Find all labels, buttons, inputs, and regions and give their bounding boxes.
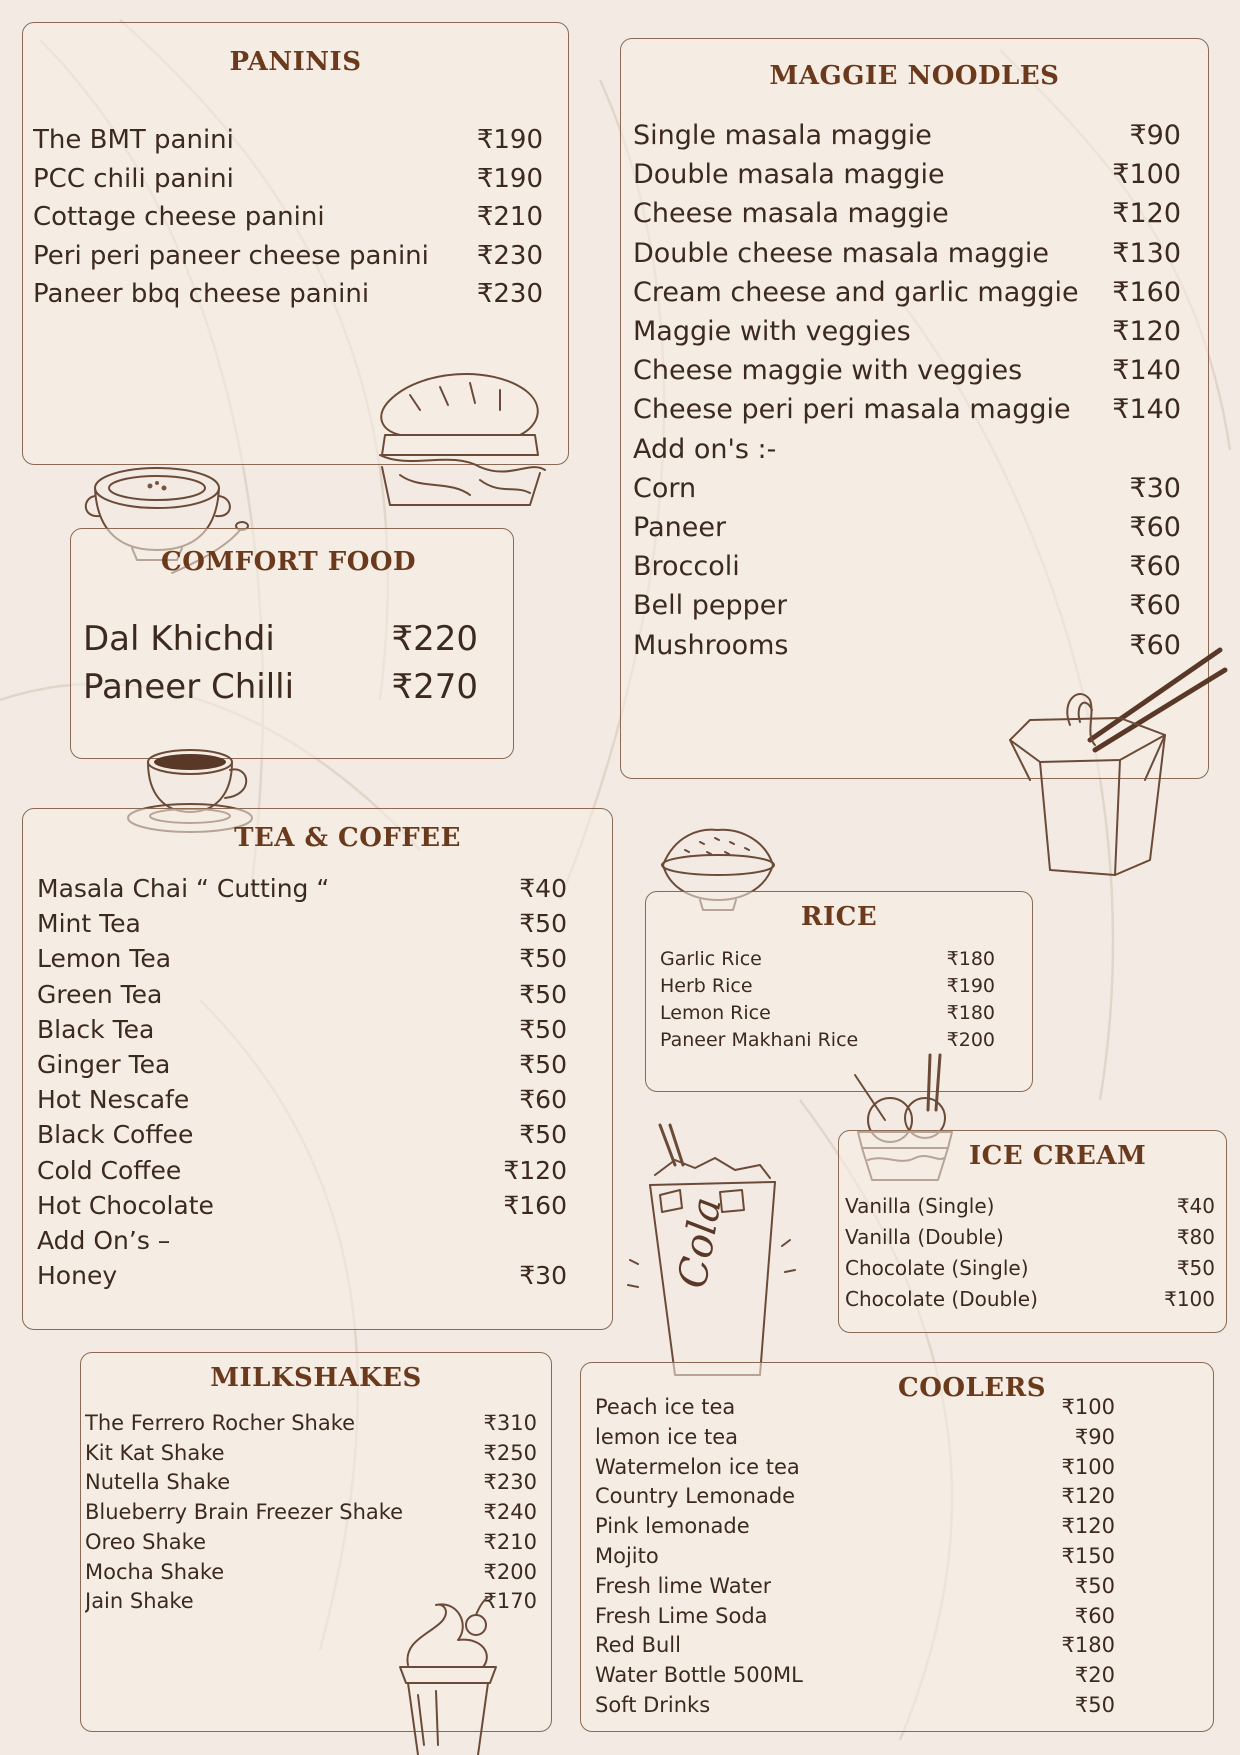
item-price: ₹140	[1112, 394, 1181, 426]
item-name: Vanilla (Double)	[845, 1225, 1004, 1249]
section-title: TEA & COFFEE	[234, 823, 461, 853]
menu-item	[33, 160, 543, 199]
item-price: ₹60	[1129, 551, 1181, 583]
menu-item	[37, 1012, 567, 1047]
item-name: Mojito	[595, 1543, 659, 1568]
item-name: Oreo Shake	[85, 1529, 206, 1554]
item-price: ₹50	[519, 909, 567, 939]
section-title: ICE CREAM	[969, 1141, 1147, 1171]
menu-item	[633, 390, 1181, 429]
item-price: ₹100	[1164, 1287, 1215, 1311]
item-name: Paneer Makhani Rice	[660, 1029, 859, 1051]
menu-item	[83, 663, 478, 711]
item-name: The Ferrero Rocher Shake	[85, 1411, 356, 1435]
section-title: RICE	[800, 902, 878, 932]
item-name: Paneer Chilli	[83, 667, 295, 707]
menu-item	[845, 1253, 1215, 1284]
menu-item	[633, 547, 1181, 586]
menu-list	[83, 615, 478, 711]
menu-list	[85, 1409, 537, 1617]
item-name: Watermelon ice tea	[595, 1454, 800, 1479]
item-name: Masala Chai “ Cutting “	[37, 874, 330, 903]
item-price: ₹60	[519, 1085, 567, 1115]
item-name: Hot Chocolate	[37, 1190, 214, 1220]
menu-list	[595, 1393, 1115, 1721]
item-name: Green Tea	[37, 979, 163, 1009]
item-price: ₹50	[519, 944, 567, 974]
item-name: Double masala maggie	[633, 159, 945, 191]
item-name: Chocolate (Double)	[845, 1287, 1038, 1311]
item-price: ₹310	[483, 1411, 537, 1435]
item-price: ₹50	[1176, 1256, 1215, 1280]
menu-item	[595, 1542, 1115, 1572]
item-price: ₹230	[476, 240, 543, 271]
item-price: ₹230	[476, 279, 543, 309]
item-price: ₹60	[1074, 1603, 1115, 1628]
item-price: ₹250	[483, 1440, 537, 1465]
menu-item	[633, 155, 1181, 194]
item-price: ₹120	[1112, 198, 1181, 230]
menu-item	[37, 1188, 567, 1223]
item-name: Soft Drinks	[595, 1692, 711, 1717]
menu-item	[633, 194, 1181, 233]
menu-item	[633, 234, 1181, 273]
item-price: ₹270	[391, 667, 478, 707]
menu-item	[595, 1691, 1115, 1721]
item-price: ₹210	[483, 1529, 537, 1554]
menu-item	[33, 237, 543, 276]
menu-item	[595, 1602, 1115, 1632]
item-name: Black Coffee	[37, 1120, 194, 1150]
item-name: The BMT panini	[33, 125, 234, 155]
item-price: ₹40	[519, 874, 567, 903]
item-name: Black Tea	[37, 1014, 155, 1044]
item-price: ₹120	[1061, 1484, 1115, 1509]
menu-item	[83, 615, 478, 663]
cola-glass-icon	[620, 1120, 810, 1385]
menu-item	[37, 906, 567, 941]
menu-item	[633, 508, 1181, 547]
item-name: Cream cheese and garlic maggie	[633, 276, 1079, 308]
item-price: ₹60	[1129, 512, 1181, 544]
item-name: Honey	[37, 1261, 118, 1291]
menu-item	[660, 973, 995, 1000]
item-name: Mushrooms	[633, 629, 789, 661]
menu-item	[37, 1258, 567, 1293]
menu-item	[595, 1631, 1115, 1661]
menu-item	[660, 1000, 995, 1027]
item-name: Nutella Shake	[85, 1470, 231, 1495]
item-name: Water Bottle 500ML	[595, 1663, 803, 1688]
item-price: ₹190	[946, 975, 995, 997]
item-price: ₹60	[1129, 590, 1181, 622]
item-name: Herb Rice	[660, 975, 753, 997]
menu-item	[85, 1468, 537, 1498]
item-name: Cheese masala maggie	[633, 198, 949, 230]
noodle-box-icon	[1000, 640, 1230, 880]
item-price: ₹30	[1129, 472, 1181, 504]
item-name: Paneer	[633, 512, 727, 544]
menu-list	[633, 116, 1181, 665]
menu-item	[633, 430, 1181, 469]
item-name: Mocha Shake	[85, 1559, 225, 1584]
menu-item	[633, 351, 1181, 390]
item-price: ₹50	[1074, 1573, 1115, 1598]
menu-item	[37, 1082, 567, 1117]
item-name: Maggie with veggies	[633, 316, 911, 348]
menu-item	[37, 1223, 567, 1258]
item-price: ₹50	[519, 1120, 567, 1150]
item-price: ₹170	[483, 1589, 537, 1614]
item-name: Vanilla (Single)	[845, 1194, 995, 1218]
item-name: Add on's :-	[633, 433, 777, 465]
item-price: ₹130	[1112, 237, 1181, 269]
item-price: ₹180	[946, 948, 995, 970]
section-title: MAGGIE NOODLES	[769, 61, 1060, 91]
item-name: Corn	[633, 472, 697, 504]
item-price: ₹220	[391, 619, 478, 659]
comfort-food-section	[70, 528, 514, 759]
menu-item	[85, 1558, 537, 1588]
item-price: ₹100	[1061, 1454, 1115, 1479]
item-name: Cold Coffee	[37, 1155, 182, 1185]
item-price: ₹190	[476, 125, 543, 155]
menu-item	[595, 1512, 1115, 1542]
item-name: PCC chili panini	[33, 163, 234, 194]
item-price: ₹90	[1129, 120, 1181, 151]
item-name: Fresh lime Water	[595, 1573, 772, 1598]
item-price: ₹20	[1074, 1663, 1115, 1688]
menu-item	[85, 1439, 537, 1469]
section-title: COOLERS	[898, 1373, 1046, 1403]
item-name: Lemon Tea	[37, 944, 172, 974]
item-price: ₹80	[1176, 1225, 1215, 1249]
item-price: ₹230	[483, 1470, 537, 1495]
item-name: Lemon Rice	[660, 1002, 771, 1024]
menu-item	[37, 871, 567, 906]
item-name: Single masala maggie	[633, 120, 932, 151]
item-price: ₹40	[1176, 1194, 1215, 1218]
item-price: ₹180	[1061, 1633, 1115, 1658]
menu-item	[633, 312, 1181, 351]
section-title: COMFORT FOOD	[161, 547, 417, 577]
menu-item	[595, 1482, 1115, 1512]
item-price: ₹210	[476, 202, 543, 232]
menu-list	[33, 121, 543, 314]
item-name: Add On’s –	[37, 1226, 171, 1256]
item-price: ₹90	[1074, 1424, 1115, 1449]
menu-item	[595, 1661, 1115, 1691]
item-price: ₹150	[1061, 1543, 1115, 1568]
item-name: Peach ice tea	[595, 1395, 736, 1419]
item-name: Garlic Rice	[660, 948, 762, 970]
item-name: Dal Khichdi	[83, 619, 275, 659]
menu-list	[37, 871, 567, 1293]
item-name: Red Bull	[595, 1633, 681, 1658]
item-name: Cottage cheese panini	[33, 202, 325, 232]
item-name: Peri peri paneer cheese panini	[33, 240, 429, 271]
item-name: Blueberry Brain Freezer Shake	[85, 1500, 404, 1525]
menu-item	[845, 1191, 1215, 1222]
menu-item	[595, 1393, 1115, 1423]
menu-item	[633, 116, 1181, 155]
item-name: Mint Tea	[37, 909, 141, 939]
sandwich-icon	[360, 355, 570, 520]
item-name: Chocolate (Single)	[845, 1256, 1029, 1280]
menu-item	[85, 1498, 537, 1528]
item-price: ₹140	[1112, 355, 1181, 387]
item-price: ₹50	[1074, 1692, 1115, 1717]
item-price: ₹190	[476, 163, 543, 194]
item-price: ₹120	[1061, 1514, 1115, 1539]
item-name: Country Lemonade	[595, 1484, 796, 1509]
menu-item	[595, 1423, 1115, 1453]
menu-item	[37, 977, 567, 1012]
menu-list	[660, 946, 995, 1054]
milkshake-icon	[388, 1595, 508, 1755]
item-price: ₹120	[503, 1155, 567, 1185]
item-price: ₹240	[483, 1500, 537, 1525]
menu-item	[33, 121, 543, 160]
item-price: ₹200	[946, 1029, 995, 1051]
menu-item	[85, 1409, 537, 1439]
item-name: Ginger Tea	[37, 1050, 171, 1080]
item-name: lemon ice tea	[595, 1424, 739, 1449]
menu-list	[845, 1191, 1215, 1315]
menu-item	[633, 586, 1181, 625]
menu-item	[37, 1047, 567, 1082]
item-name: Double cheese masala maggie	[633, 237, 1050, 269]
item-name: Kit Kat Shake	[85, 1440, 225, 1465]
menu-item	[633, 273, 1181, 312]
item-name: Cheese maggie with veggies	[633, 355, 1023, 387]
item-price: ₹100	[1061, 1395, 1115, 1419]
menu-item	[595, 1453, 1115, 1483]
rice-section	[645, 891, 1033, 1092]
menu-item	[33, 198, 543, 237]
section-title: MILKSHAKES	[210, 1363, 422, 1393]
item-price: ₹50	[519, 979, 567, 1009]
menu-item	[845, 1222, 1215, 1253]
cola-label: Cola	[669, 1193, 731, 1292]
item-name: Pink lemonade	[595, 1514, 750, 1539]
tea-coffee-section	[22, 808, 613, 1330]
menu-item	[660, 946, 995, 973]
menu-item	[845, 1284, 1215, 1315]
item-name: Fresh Lime Soda	[595, 1603, 768, 1628]
menu-item	[633, 469, 1181, 508]
section-title: PANINIS	[229, 47, 362, 77]
coolers-section	[580, 1362, 1214, 1732]
item-price: ₹120	[1112, 316, 1181, 348]
item-price: ₹50	[519, 1014, 567, 1044]
menu-item	[595, 1572, 1115, 1602]
item-price: ₹50	[519, 1050, 567, 1080]
item-name: Broccoli	[633, 551, 740, 583]
menu-item	[85, 1528, 537, 1558]
ice-cream-section	[838, 1130, 1227, 1333]
item-name: Bell pepper	[633, 590, 788, 622]
item-name: Cheese peri peri masala maggie	[633, 394, 1071, 426]
menu-item	[33, 275, 543, 314]
item-price: ₹60	[1129, 629, 1181, 661]
menu-item	[37, 1153, 567, 1188]
menu-item	[37, 941, 567, 976]
item-name: Hot Nescafe	[37, 1085, 190, 1115]
menu-item	[37, 1117, 567, 1152]
item-price: ₹30	[519, 1261, 567, 1291]
item-price: ₹100	[1112, 159, 1181, 191]
item-price: ₹160	[1112, 276, 1181, 308]
item-price: ₹180	[946, 1002, 995, 1024]
item-price: ₹160	[503, 1190, 567, 1220]
item-name: Jain Shake	[85, 1589, 194, 1614]
item-price: ₹200	[483, 1559, 537, 1584]
item-name: Paneer bbq cheese panini	[33, 279, 370, 309]
